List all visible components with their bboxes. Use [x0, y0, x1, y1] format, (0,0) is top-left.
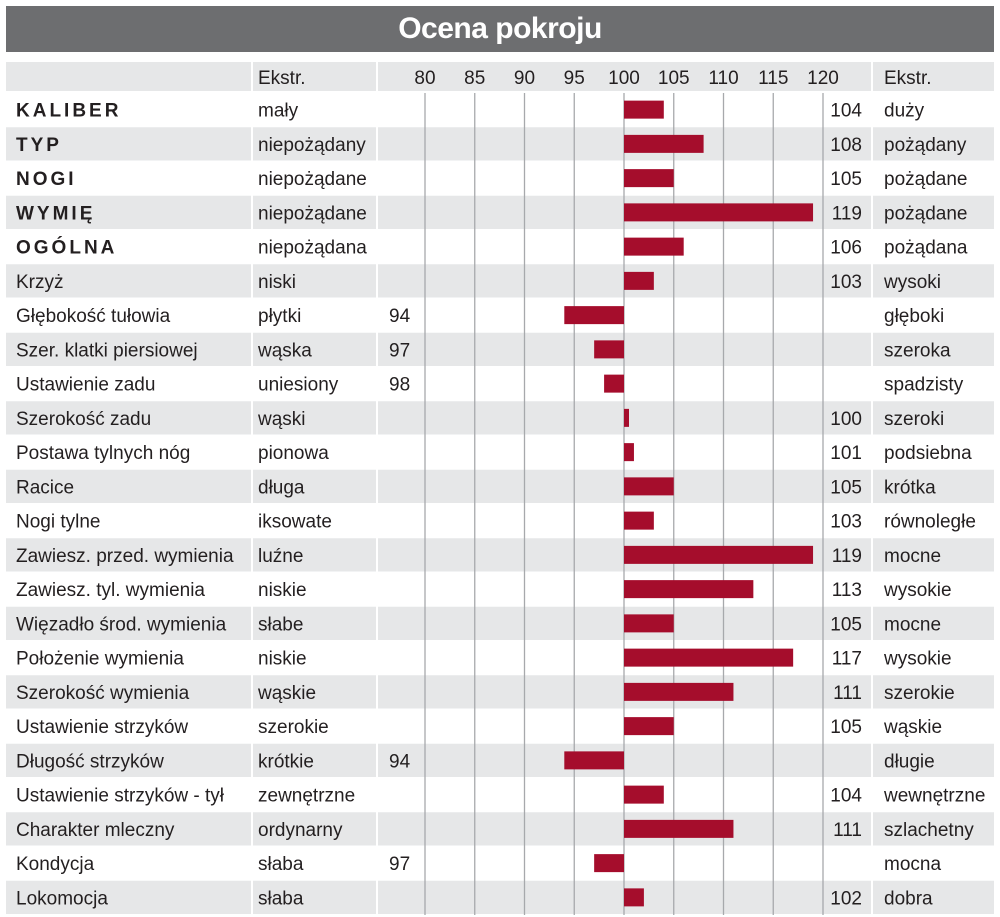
bar — [624, 203, 813, 221]
trait-label: KALIBER — [16, 100, 122, 122]
left-extreme-label: iksowate — [258, 511, 332, 533]
right-extreme-label: szerokie — [884, 682, 955, 704]
left-extreme-label: niskie — [258, 648, 307, 670]
header-row-background — [6, 62, 994, 91]
left-extreme-label: luźne — [258, 545, 304, 567]
trait-label: WYMIĘ — [16, 203, 96, 225]
right-extreme-label: szeroki — [884, 408, 945, 430]
bar — [564, 751, 624, 769]
trait-label: Racice — [16, 477, 75, 499]
trait-label: NOGI — [16, 169, 77, 191]
left-extreme-label: niepożądany — [258, 134, 366, 156]
right-extreme-label: duży — [884, 100, 925, 122]
bar — [624, 409, 629, 427]
trait-label: Ustawienie strzyków — [16, 717, 189, 739]
x-tick-label: 85 — [464, 68, 486, 89]
value-label: 105 — [830, 169, 862, 191]
right-extreme-label: pożądane — [884, 169, 968, 191]
left-extreme-label: krótkie — [258, 751, 314, 773]
right-extreme-label: pożądany — [884, 134, 967, 156]
left-extreme-label: niskie — [258, 580, 307, 602]
left-extreme-label: niski — [258, 271, 297, 293]
bar — [604, 375, 624, 393]
bar — [594, 854, 624, 872]
bar — [624, 786, 664, 804]
left-extreme-label: wąskie — [258, 682, 317, 704]
value-label: 111 — [833, 682, 862, 704]
row-background — [6, 847, 994, 880]
bar — [624, 238, 684, 256]
right-extreme-label: dobra — [884, 888, 933, 910]
value-label: 105 — [830, 614, 862, 636]
value-label: 111 — [833, 819, 862, 841]
bar — [564, 306, 624, 324]
value-label: 104 — [830, 100, 862, 122]
bar — [624, 683, 733, 701]
right-extreme-label: krótka — [884, 477, 936, 499]
bar — [624, 135, 704, 153]
value-label: 101 — [830, 443, 862, 465]
trait-label: Zawiesz. przed. wymienia — [16, 545, 234, 567]
trait-label: Szer. klatki piersiowej — [16, 340, 198, 362]
trait-label: Ustawienie zadu — [16, 374, 156, 396]
right-extreme-label: głęboki — [884, 306, 945, 328]
value-label: 97 — [389, 340, 411, 362]
value-label: 94 — [389, 306, 411, 328]
trait-label: Lokomocja — [16, 888, 108, 910]
left-extreme-label: długa — [258, 477, 305, 499]
value-label: 103 — [830, 511, 862, 533]
right-extreme-label: równoległe — [884, 511, 976, 533]
chart-title: Ocena pokroju — [6, 6, 994, 52]
trait-label: Kondycja — [16, 854, 95, 876]
right-extreme-label: szeroka — [884, 340, 951, 362]
bar — [594, 340, 624, 358]
left-extreme-label: ordynarny — [258, 819, 343, 841]
right-extreme-label: szlachetny — [884, 819, 974, 841]
trait-label: OGÓLNA — [16, 237, 118, 259]
left-extreme-label: niepożądane — [258, 169, 367, 191]
bar — [624, 649, 793, 667]
left-extreme-label: słaba — [258, 888, 304, 910]
left-extreme-label: pionowa — [258, 443, 329, 465]
bar — [624, 546, 813, 564]
right-extreme-label: wysoki — [884, 271, 942, 293]
right-extreme-label: pożądane — [884, 203, 968, 225]
left-extreme-label: uniesiony — [258, 374, 339, 396]
bar — [624, 820, 733, 838]
x-tick-label: 100 — [608, 68, 640, 89]
value-label: 102 — [830, 888, 862, 910]
right-extreme-label: wewnętrzne — [884, 785, 986, 807]
trait-label: Głębokość tułowia — [16, 306, 171, 328]
left-extreme-label: słaba — [258, 854, 304, 876]
value-label: 104 — [830, 785, 862, 807]
trait-label: Nogi tylne — [16, 511, 101, 533]
x-tick-label: 110 — [708, 68, 739, 89]
bar — [624, 580, 753, 598]
trait-label: Szerokość wymienia — [16, 682, 190, 704]
bar — [624, 512, 654, 530]
value-label: 106 — [830, 237, 862, 259]
value-label: 119 — [831, 203, 862, 225]
right-extreme-label: mocne — [884, 614, 942, 636]
trait-label: Długość strzyków — [16, 751, 164, 773]
x-tick-label: 80 — [414, 68, 436, 89]
right-extreme-label: mocne — [884, 545, 942, 567]
value-label: 94 — [389, 751, 411, 773]
trait-label: TYP — [16, 134, 62, 156]
left-extreme-label: płytki — [258, 306, 302, 328]
value-label: 105 — [830, 717, 862, 739]
left-extreme-label: mały — [258, 100, 299, 122]
left-extreme-label: wąska — [258, 340, 312, 362]
left-extreme-label: słabe — [258, 614, 304, 636]
right-extreme-label: pożądana — [884, 237, 968, 259]
value-label: 105 — [830, 477, 862, 499]
value-label: 119 — [831, 545, 862, 567]
bar — [624, 101, 664, 119]
bar — [624, 614, 674, 632]
x-tick-label: 105 — [657, 68, 690, 89]
trait-label: Więzadło środ. wymienia — [16, 614, 227, 636]
bar — [624, 169, 674, 187]
trait-label: Szerokość zadu — [16, 408, 152, 430]
x-tick-label: 115 — [758, 68, 789, 89]
right-extreme-label: wysokie — [884, 648, 952, 670]
left-extreme-label: szerokie — [258, 717, 329, 739]
bar — [624, 717, 674, 735]
left-extreme-label: wąski — [258, 408, 306, 430]
right-extreme-label: mocna — [884, 854, 942, 876]
value-label: 100 — [830, 408, 862, 430]
right-extreme-label: wąskie — [884, 717, 943, 739]
x-tick-label: 120 — [807, 68, 839, 89]
value-label: 113 — [831, 580, 862, 602]
value-label: 97 — [389, 854, 411, 876]
left-extreme-label: niepożądane — [258, 203, 367, 225]
bar — [624, 477, 674, 495]
header-left-label: Ekstr. — [258, 68, 306, 89]
right-extreme-label: podsiebna — [884, 443, 972, 465]
header-right-label: Ekstr. — [884, 68, 932, 89]
value-label: 103 — [830, 271, 862, 293]
value-label: 98 — [389, 374, 411, 396]
right-extreme-label: spadzisty — [884, 374, 964, 396]
trait-label: Zawiesz. tyl. wymienia — [16, 580, 205, 602]
x-tick-label: 90 — [513, 68, 536, 89]
left-extreme-label: zewnętrzne — [258, 785, 356, 807]
trait-label: Postawa tylnych nóg — [16, 443, 191, 465]
right-extreme-label: wysokie — [884, 580, 952, 602]
trait-label: Krzyż — [16, 271, 64, 293]
bar — [624, 888, 644, 906]
value-label: 108 — [830, 134, 862, 156]
right-extreme-label: długie — [884, 751, 935, 773]
trait-label: Charakter mleczny — [16, 819, 175, 841]
bar — [624, 443, 634, 461]
trait-label: Położenie wymienia — [16, 648, 184, 670]
value-label: 117 — [831, 648, 862, 670]
x-tick-label: 95 — [563, 68, 585, 89]
bar — [624, 272, 654, 290]
left-extreme-label: niepożądana — [258, 237, 367, 259]
trait-label: Ustawienie strzyków - tył — [16, 785, 224, 807]
